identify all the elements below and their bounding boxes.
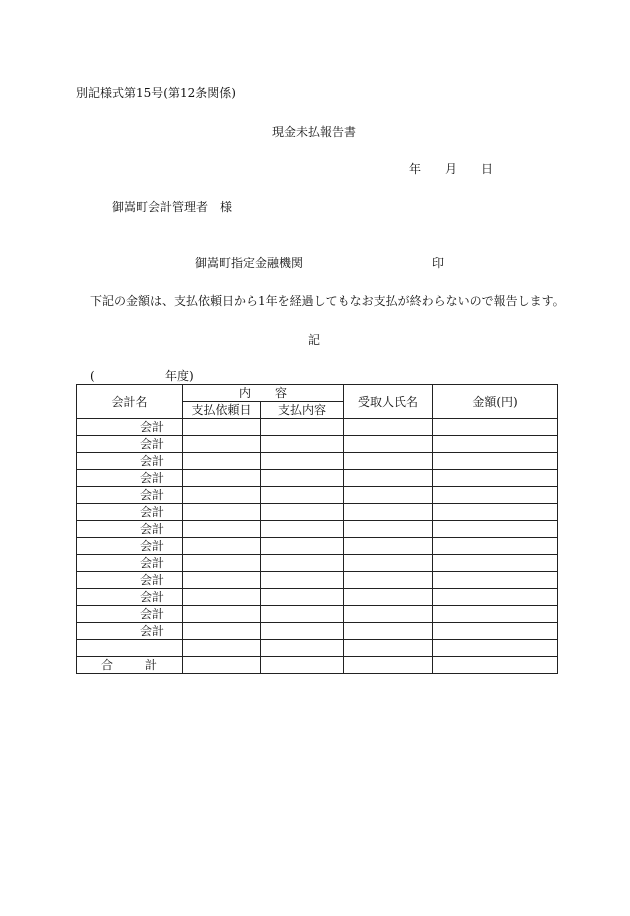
fiscal-year-open-paren: (: [90, 369, 95, 383]
table-row: [77, 538, 558, 555]
account-name-cell: 会計: [77, 589, 183, 606]
table-row: [77, 572, 558, 589]
table-row: [77, 555, 558, 572]
document-title: 現金未払報告書: [272, 125, 357, 139]
payment-details-cell[interactable]: [261, 521, 344, 538]
amount-cell[interactable]: [433, 640, 558, 657]
account-name-cell: 会計: [77, 623, 183, 640]
amount-cell[interactable]: [433, 589, 558, 606]
payee-cell[interactable]: [344, 521, 433, 538]
payee-cell[interactable]: [344, 538, 433, 555]
header-amount: 金額(円): [433, 385, 558, 419]
payee-cell[interactable]: [344, 419, 433, 436]
account-name-cell: 会計: [77, 606, 183, 623]
institution-name: 御嵩町指定金融機関: [195, 256, 304, 270]
payment-details-cell[interactable]: [261, 640, 344, 657]
payment-details-cell[interactable]: [261, 589, 344, 606]
request-date-cell[interactable]: [183, 640, 261, 657]
payee-cell[interactable]: [344, 589, 433, 606]
total-row: [77, 657, 558, 674]
payee-cell[interactable]: [344, 640, 433, 657]
date-year-label: 年: [409, 162, 422, 176]
payee-cell[interactable]: [344, 470, 433, 487]
request-date-cell[interactable]: [183, 470, 261, 487]
amount-cell[interactable]: [433, 419, 558, 436]
total-payment-details-cell[interactable]: [261, 657, 344, 674]
fiscal-year-label: 年度): [165, 369, 194, 383]
payment-details-cell[interactable]: [261, 453, 344, 470]
table-row: [77, 470, 558, 487]
table-row: [77, 436, 558, 453]
amount-cell[interactable]: [433, 453, 558, 470]
request-date-cell[interactable]: [183, 521, 261, 538]
payment-details-cell[interactable]: [261, 623, 344, 640]
payment-details-cell[interactable]: [261, 504, 344, 521]
request-date-cell[interactable]: [183, 589, 261, 606]
report-table: [76, 384, 558, 674]
header-payee: 受取人氏名: [344, 385, 433, 419]
request-date-cell[interactable]: [183, 555, 261, 572]
amount-cell[interactable]: [433, 538, 558, 555]
table-body: [77, 419, 558, 657]
date-day-label: 日: [481, 162, 494, 176]
table-row: [77, 487, 558, 504]
payee-cell[interactable]: [344, 487, 433, 504]
payee-cell[interactable]: [344, 623, 433, 640]
header-request-date: 支払依頼日: [183, 402, 261, 419]
payment-details-cell[interactable]: [261, 538, 344, 555]
seal-mark: 印: [432, 256, 445, 270]
table-row: [77, 419, 558, 436]
ki-heading: 記: [308, 333, 321, 347]
amount-cell[interactable]: [433, 487, 558, 504]
header-contents: 内 容: [183, 385, 344, 402]
account-name-cell: 会計: [77, 572, 183, 589]
account-name-cell: 会計: [77, 436, 183, 453]
form-number: 別記様式第15号(第12条関係): [76, 86, 236, 100]
payee-cell[interactable]: [344, 453, 433, 470]
amount-cell[interactable]: [433, 555, 558, 572]
account-name-cell: 会計: [77, 521, 183, 538]
amount-cell[interactable]: [433, 436, 558, 453]
total-request-date-cell[interactable]: [183, 657, 261, 674]
date-month-label: 月: [445, 162, 458, 176]
account-name-cell: 会計: [77, 453, 183, 470]
table-row: [77, 640, 558, 657]
total-amount-cell[interactable]: [433, 657, 558, 674]
payee-cell[interactable]: [344, 436, 433, 453]
request-date-cell[interactable]: [183, 538, 261, 555]
table-row: [77, 504, 558, 521]
account-name-cell: 会計: [77, 504, 183, 521]
header-row: [77, 385, 558, 402]
request-date-cell[interactable]: [183, 453, 261, 470]
request-date-cell[interactable]: [183, 606, 261, 623]
payment-details-cell[interactable]: [261, 606, 344, 623]
payment-details-cell[interactable]: [261, 419, 344, 436]
total-label: [77, 657, 183, 674]
amount-cell[interactable]: [433, 470, 558, 487]
table-row: [77, 453, 558, 470]
request-date-cell[interactable]: [183, 487, 261, 504]
total-label-b: 計: [145, 658, 158, 672]
amount-cell[interactable]: [433, 504, 558, 521]
table-row: [77, 589, 558, 606]
account-name-cell: 会計: [77, 538, 183, 555]
amount-cell[interactable]: [433, 606, 558, 623]
header-account-name: 会計名: [77, 385, 183, 419]
request-date-cell[interactable]: [183, 419, 261, 436]
total-payee-cell[interactable]: [344, 657, 433, 674]
payee-cell[interactable]: [344, 572, 433, 589]
statement-text: 下記の金額は、支払依頼日から1年を経過してもなお支払が終わらないので報告します。: [90, 294, 565, 308]
amount-cell[interactable]: [433, 572, 558, 589]
account-name-cell: 会計: [77, 470, 183, 487]
request-date-cell[interactable]: [183, 504, 261, 521]
table-row: [77, 606, 558, 623]
account-name-cell: 会計: [77, 487, 183, 504]
account-name-cell: 会計: [77, 555, 183, 572]
payee-cell[interactable]: [344, 555, 433, 572]
amount-cell[interactable]: [433, 521, 558, 538]
header-payment-details: 支払内容: [261, 402, 344, 419]
total-label-a: 合: [101, 658, 114, 672]
account-name-cell: 会計: [77, 419, 183, 436]
payment-details-cell[interactable]: [261, 436, 344, 453]
payment-details-cell[interactable]: [261, 572, 344, 589]
request-date-cell[interactable]: [183, 572, 261, 589]
payment-details-cell[interactable]: [261, 555, 344, 572]
amount-cell[interactable]: [433, 623, 558, 640]
table-row: [77, 521, 558, 538]
payee-cell[interactable]: [344, 606, 433, 623]
request-date-cell[interactable]: [183, 436, 261, 453]
payment-details-cell[interactable]: [261, 470, 344, 487]
payee-cell[interactable]: [344, 504, 433, 521]
request-date-cell[interactable]: [183, 623, 261, 640]
account-name-cell: [77, 640, 183, 657]
table-row: [77, 623, 558, 640]
addressee: 御嵩町会計管理者 様: [112, 200, 233, 214]
payment-details-cell[interactable]: [261, 487, 344, 504]
